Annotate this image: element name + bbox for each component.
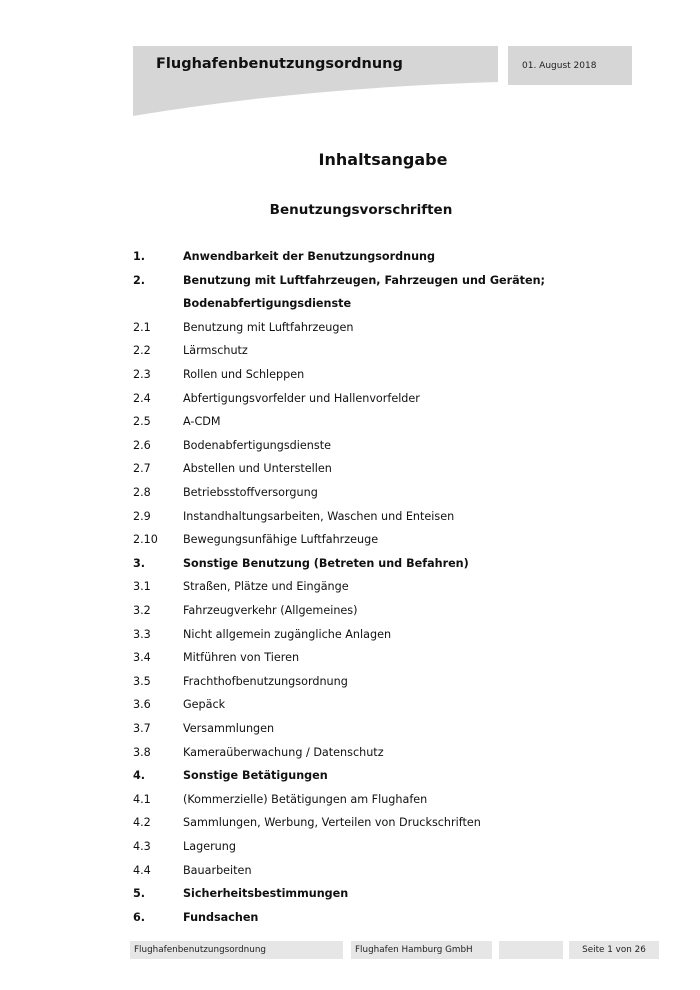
toc-entry-title: Kameraüberwachung / Datenschutz <box>183 745 384 759</box>
toc-entry <box>0 436 700 456</box>
toc-entry-title: Anwendbarkeit der Benutzungsordnung <box>183 250 436 263</box>
toc-entry-number: 6. <box>133 910 146 924</box>
toc-entry <box>0 459 700 479</box>
toc-entry <box>0 648 700 668</box>
toc-entry-number: 2.5 <box>133 415 151 429</box>
toc-entry <box>0 837 700 857</box>
toc-entry-title: Nicht allgemein zugängliche Anlagen <box>183 627 392 641</box>
toc-entry <box>0 554 700 574</box>
toc-entry-title: Sammlungen, Werbung, Verteilen von Druckschriften <box>183 816 481 830</box>
toc-entry <box>0 341 700 361</box>
footer-document-name: Flughafenbenutzungsordnung <box>130 941 343 959</box>
toc-entry-title: Abstellen und Unterstellen <box>183 462 332 476</box>
toc-entry-title: Mitführen von Tieren <box>183 651 300 665</box>
toc-entry-number: 2.10 <box>133 533 158 547</box>
toc-entry <box>0 294 700 314</box>
toc-entry-number: 2.4 <box>133 391 151 405</box>
toc-entry-title: Fundsachen <box>183 910 259 924</box>
page-subtitle: Benutzungsvorschriften <box>269 202 453 218</box>
toc-entry-number: 4.4 <box>133 863 151 877</box>
toc-entry-number: 5. <box>133 887 146 901</box>
toc-entry-number: 4.3 <box>133 840 151 853</box>
header-date: 01. August 2018 <box>522 61 597 71</box>
toc-entry <box>0 247 700 267</box>
toc-entry-title: Betriebsstoffversorgung <box>183 486 318 499</box>
toc-entry-number: 2. <box>133 273 146 287</box>
toc-entry-number: 3.8 <box>133 745 151 759</box>
toc-entry-title: Gepäck <box>183 698 226 712</box>
toc-entry <box>0 318 700 338</box>
toc-entry-title: Sonstige Betätigungen <box>183 769 328 783</box>
toc-entry <box>0 908 700 928</box>
toc-entry-title: Rollen und Schleppen <box>183 368 305 381</box>
toc-entry <box>0 884 700 904</box>
toc-entry-number: 2.2 <box>133 344 151 358</box>
toc-entry <box>0 601 700 621</box>
toc-entry-title: Sicherheitsbestimmungen <box>183 887 349 901</box>
toc-entry <box>0 766 700 786</box>
toc-entry-title: Bodenabfertigungsdienste <box>183 297 352 311</box>
toc-entry <box>0 530 700 550</box>
toc-entry-number: 3.1 <box>133 580 151 594</box>
toc-entry-title: Lärmschutz <box>183 344 248 358</box>
toc-entry <box>0 743 700 763</box>
toc-entry-number: 2.1 <box>133 320 151 334</box>
toc-entry-number: 2.3 <box>133 368 151 381</box>
toc-entry-title: Bewegungsunfähige Luftfahrzeuge <box>183 533 379 547</box>
toc-entry-number: 3. <box>133 556 146 570</box>
toc-entry-title: Frachthofbenutzungsordnung <box>183 674 348 688</box>
toc-entry <box>0 861 700 881</box>
toc-entry <box>0 577 700 597</box>
toc-entry <box>0 389 700 409</box>
toc-entry-title: Abfertigungsvorfelder und Hallenvorfelder <box>183 391 420 405</box>
toc-entry-number: 3.4 <box>133 651 151 665</box>
toc-entry-number: 3.3 <box>133 627 151 641</box>
toc-entry <box>0 719 700 739</box>
toc-entry <box>0 790 700 810</box>
toc-entry-number: 3.7 <box>133 722 151 735</box>
footer-company: Flughafen Hamburg GmbH <box>351 941 492 959</box>
toc-entry-number: 3.2 <box>133 604 151 617</box>
toc-entry-number: 2.8 <box>133 486 151 499</box>
toc-entry-title: Lagerung <box>183 840 236 853</box>
toc-entry-number: 2.7 <box>133 462 151 476</box>
toc-entry <box>0 813 700 833</box>
toc-entry <box>0 483 700 503</box>
toc-entry <box>0 625 700 645</box>
toc-entry <box>0 695 700 715</box>
toc-entry-number: 1. <box>133 250 146 263</box>
toc-entry-number: 2.6 <box>133 438 151 452</box>
toc-entry <box>0 412 700 432</box>
toc-entry-title: Bodenabfertigungsdienste <box>183 438 331 452</box>
toc-entry <box>0 672 700 692</box>
page-title: Inhaltsangabe <box>318 150 448 169</box>
toc-entry-number: 3.6 <box>133 698 151 712</box>
toc-entry-title: Sonstige Benutzung (Betreten und Befahren) <box>183 556 469 570</box>
toc-entry-title: Straßen, Plätze und Eingänge <box>183 580 349 594</box>
toc-entry-title: A-CDM <box>183 415 221 429</box>
toc-entry-number: 4.2 <box>133 816 151 830</box>
toc-entry-title: Instandhaltungsarbeiten, Waschen und Enteisen <box>183 509 455 523</box>
footer-empty-cell <box>499 941 563 959</box>
toc-entry-title: Fahrzeugverkehr (Allgemeines) <box>183 604 358 617</box>
toc-entry-title: (Kommerzielle) Betätigungen am Flughafen <box>183 792 428 806</box>
toc-entry-number: 4. <box>133 769 146 783</box>
header-title: Flughafenbenutzungsordnung <box>156 56 403 72</box>
toc-entry-number: 4.1 <box>133 792 151 806</box>
toc-entry <box>0 271 700 291</box>
toc-entry-number: 3.5 <box>133 674 151 688</box>
toc-entry-title: Bauarbeiten <box>183 863 252 877</box>
toc-entry-title: Benutzung mit Luftfahrzeugen <box>183 320 354 334</box>
footer-page-number: Seite 1 von 26 <box>569 941 659 959</box>
toc-entry <box>0 365 700 385</box>
toc-entry <box>0 507 700 527</box>
toc-entry-number: 2.9 <box>133 509 151 523</box>
toc-entry-title: Versammlungen <box>183 722 275 735</box>
toc-entry-title: Benutzung mit Luftfahrzeugen, Fahrzeugen und Geräten; <box>183 273 546 287</box>
